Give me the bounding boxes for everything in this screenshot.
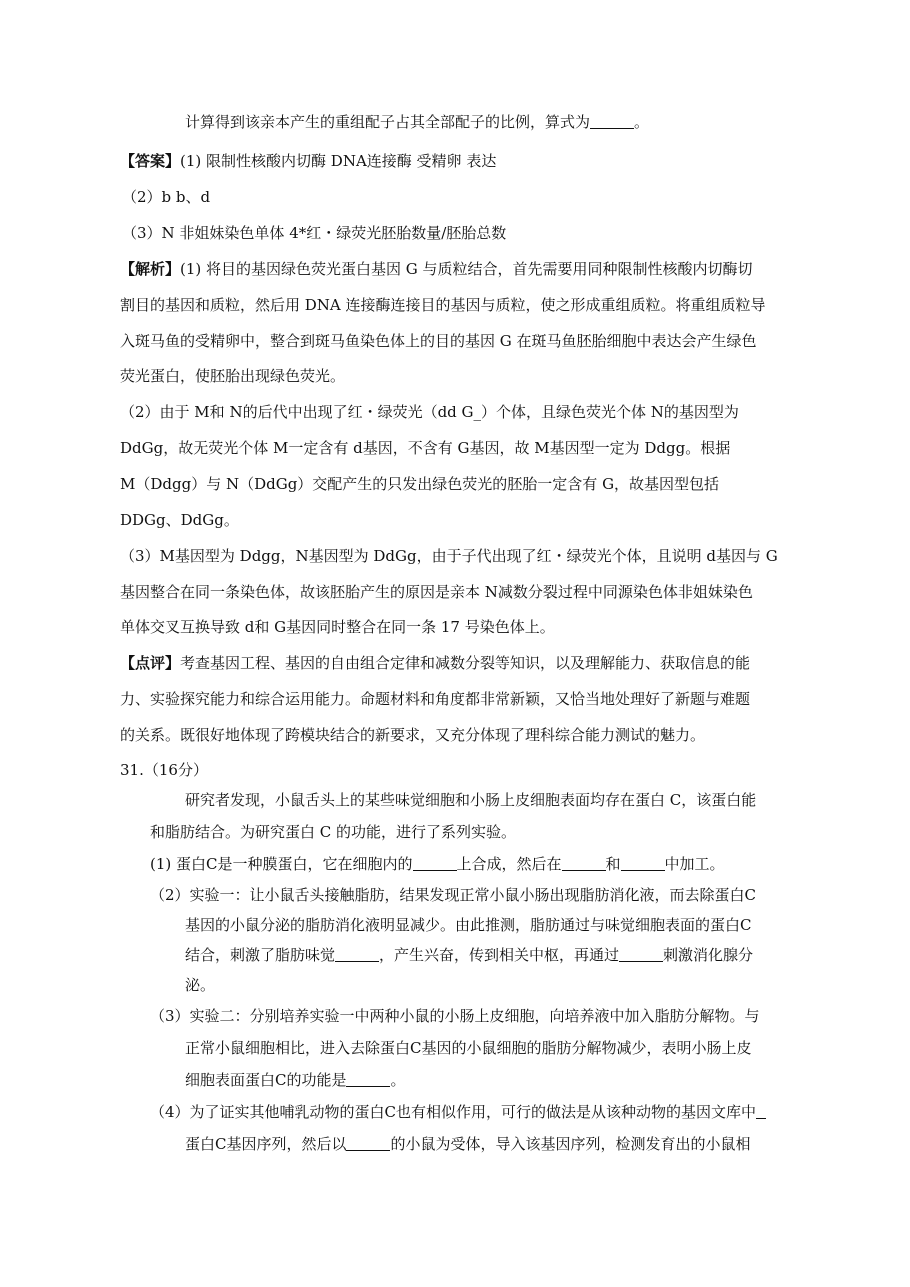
subquestion-4-line-1	[150, 1102, 766, 1122]
comment-line-3: 的关系。既很好地体现了跨模块结合的新要求，又充分体现了理科综合能力测试的魅力。	[120, 726, 706, 744]
subquestion-text: 上合成，然后在	[456, 855, 562, 873]
analysis-line-8: DDGg、DdGg。	[120, 511, 239, 529]
subquestion-text: 蛋白C基因序列，然后以	[185, 1135, 347, 1153]
answer-line-3: （3）N 非姐妹染色单体 4*红・绿荧光胚胎数量/胚胎总数	[122, 224, 507, 242]
answer-blank	[335, 947, 379, 962]
question-stem-line-2: 和脂肪结合。为研究蛋白 C 的功能，进行了系列实验。	[150, 823, 517, 841]
comment-line-1	[120, 653, 750, 673]
analysis-line-11: 单体交叉互换导致 d和 G基因同时整合在同一条 17 号染色体上。	[120, 618, 555, 636]
analysis-line-9: （3）M基因型为 Ddgg，N基因型为 DdGg，由于子代出现了红・绿荧光个体，且说明 d基因与 G	[120, 547, 778, 565]
analysis-tag: 【解析】	[120, 260, 181, 278]
answer-part-1: (1) 限制性核酸内切酶 DNA连接酶 受精卵 表达	[180, 152, 497, 170]
answer-blank	[346, 1136, 390, 1151]
subquestion-2-line-1: （2）实验一：让小鼠舌头接触脂肪，结果发现正常小鼠小肠出现脂肪消化液，而去除蛋白C	[150, 886, 757, 904]
subquestion-text: (1) 蛋白C是一种膜蛋白，它在细胞内的	[150, 855, 413, 873]
analysis-line-3: 入斑马鱼的受精卵中，整合到斑马鱼染色体上的目的基因 G 在斑马鱼胚胎细胞中表达会产生绿色	[120, 332, 757, 350]
subquestion-text: 中加工。	[664, 855, 725, 873]
analysis-line-5: （2）由于 M和 N的后代中出现了红・绿荧光（dd G_）个体，且绿色荧光个体 N的基因型为	[120, 403, 739, 421]
subquestion-text: 的小鼠为受体，导入该基因序列，检测发育出的小鼠相	[390, 1135, 751, 1153]
subquestion-2-line-3	[185, 945, 753, 965]
subquestion-2-line-2: 基因的小鼠分泌的脂肪消化液明显减少。由此推测，脂肪通过与味觉细胞表面的蛋白C	[185, 916, 752, 934]
subquestion-2-line-4: 泌。	[185, 976, 216, 994]
subquestion-3-line-2: 正常小鼠细胞相比，进入去除蛋白C基因的小鼠细胞的脂肪分解物减少，表明小肠上皮	[185, 1039, 752, 1057]
analysis-line-4: 荧光蛋白，使胚胎出现绿色荧光。	[120, 367, 346, 385]
subquestion-4-line-2	[185, 1134, 751, 1154]
question-stem-line-1: 研究者发现，小鼠舌头上的某些味觉细胞和小肠上皮细胞表面均存在蛋白 C，该蛋白能	[185, 791, 757, 809]
subquestion-text: 刺激消化腺分	[663, 946, 754, 964]
comment-tag: 【点评】	[120, 654, 181, 672]
intro-text-end: 。	[634, 113, 650, 131]
intro-line-1	[185, 112, 649, 132]
comment-line-2: 力、实验探究能力和综合运用能力。命题材料和角度都非常新颖，又恰当地处理好了新题与难题	[120, 690, 751, 708]
analysis-line-7: M（Ddgg）与 N（DdGg）交配产生的只发出绿色荧光的胚胎一定含有 G，故基因型包括	[120, 475, 720, 493]
analysis-line-2: 割目的基因和质粒，然后用 DNA 连接酶连接目的基因与质粒，使之形成重组质粒。将重组质粒导	[120, 296, 766, 314]
subquestion-1	[150, 854, 725, 874]
question-31-heading: 31.（16分）	[120, 761, 208, 779]
answer-blank	[590, 114, 634, 129]
answer-line-1	[120, 151, 496, 171]
subquestion-3-line-1: （3）实验二：分别培养实验一中两种小鼠的小肠上皮细胞，向培养液中加入脂肪分解物。与	[150, 1007, 760, 1025]
answer-blank	[756, 1104, 766, 1119]
answer-blank	[562, 856, 606, 871]
subquestion-3-line-3	[185, 1070, 406, 1090]
subquestion-text: 。	[390, 1071, 406, 1089]
subquestion-text: ，产生兴奋，传到相关中枢，再通过	[379, 946, 620, 964]
answer-blank	[413, 856, 457, 871]
subquestion-text: 细胞表面蛋白C的功能是	[185, 1071, 347, 1089]
analysis-line-10: 基因整合在同一条染色体，故该胚胎产生的原因是亲本 N减数分裂过程中同源染色体非姐妹染色	[120, 583, 753, 601]
answer-blank	[619, 947, 663, 962]
subquestion-text: 结合，刺激了脂肪味觉	[185, 946, 336, 964]
answer-tag: 【答案】	[120, 152, 181, 170]
subquestion-text: （4）为了证实其他哺乳动物的蛋白C也有相似作用，可行的做法是从该种动物的基因文库中	[150, 1103, 757, 1121]
intro-text: 计算得到该亲本产生的重组配子占其全部配子的比例，算式为	[185, 113, 591, 131]
comment-text: 考查基因工程、基因的自由组合定律和减数分裂等知识，以及理解能力、获取信息的能	[180, 654, 751, 672]
subquestion-text: 和	[605, 855, 621, 873]
answer-blank	[621, 856, 665, 871]
answer-blank	[346, 1072, 390, 1087]
analysis-line-1	[120, 259, 753, 279]
analysis-text: (1) 将目的基因绿色荧光蛋白基因 G 与质粒结合，首先需要用同种限制性核酸内切酶切	[180, 260, 753, 278]
analysis-line-6: DdGg，故无荧光个体 M一定含有 d基因，不含有 G基因，故 M基因型一定为 Ddgg。根据	[120, 439, 731, 457]
answer-line-2: （2）b b、d	[122, 188, 211, 206]
